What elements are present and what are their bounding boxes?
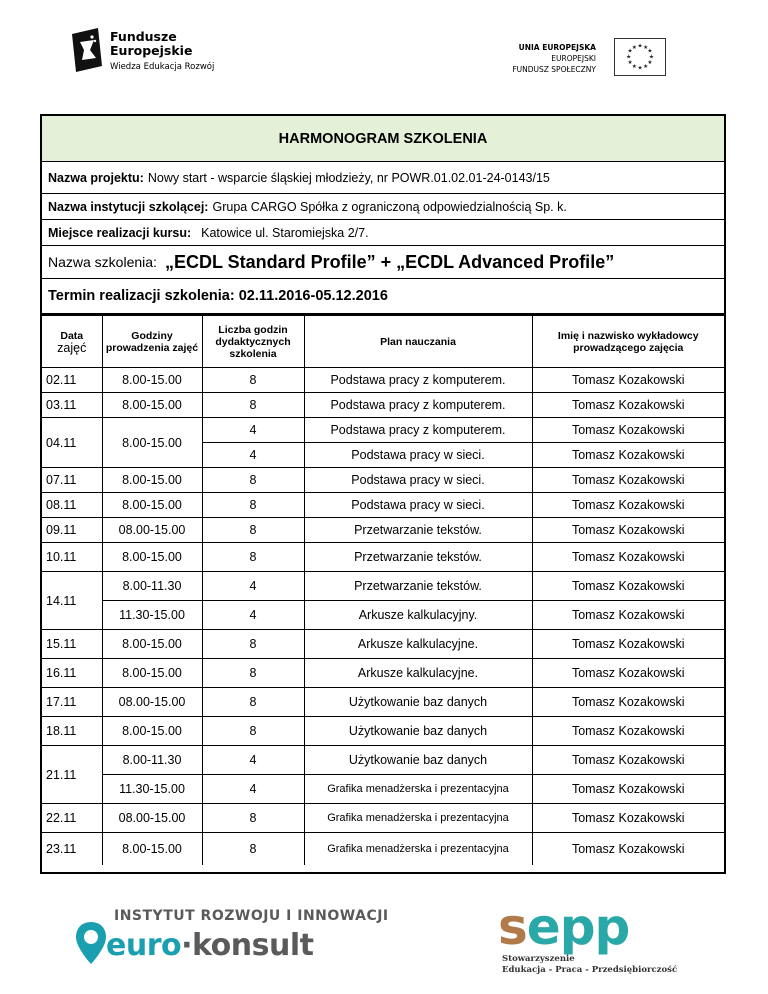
table-row — [42, 493, 724, 518]
cell-count: 4 — [202, 601, 304, 630]
schedule-document — [40, 114, 726, 874]
cell-teacher: Tomasz Kozakowski — [532, 393, 724, 418]
ue-line1: UNIA EUROPEJSKA — [518, 43, 596, 52]
cell-plan: Przetwarzanie tekstów. — [304, 518, 532, 543]
table-row — [42, 468, 724, 493]
cell-hours: 8.00-15.00 — [102, 659, 202, 688]
fe-flag-icon — [72, 28, 102, 72]
cell-teacher: Tomasz Kozakowski — [532, 688, 724, 717]
cell-teacher: Tomasz Kozakowski — [532, 572, 724, 601]
place-value: Katowice ul. Staromiejska 2/7. — [201, 225, 369, 240]
cell-plan: Przetwarzanie tekstów. — [304, 543, 532, 572]
cell-count: 8 — [202, 518, 304, 543]
fe-subtitle: Wiedza Edukacja Rozwój — [110, 62, 215, 72]
cell-date: 16.11 — [42, 659, 102, 688]
cell-count: 4 — [202, 775, 304, 804]
cell-plan: Arkusze kalkulacyjne. — [304, 630, 532, 659]
svg-text:★: ★ — [648, 54, 654, 61]
cell-count: 8 — [202, 630, 304, 659]
cell-plan: Grafika menadżerska i prezentacyjna — [304, 804, 532, 833]
table-row — [42, 775, 724, 804]
cell-date: 03.11 — [42, 393, 102, 418]
cell-date: 22.11 — [42, 804, 102, 833]
term-row: Termin realizacji szkolenia: 02.11.2016-05.12.2016 — [42, 279, 724, 315]
cell-date: 15.11 — [42, 630, 102, 659]
cell-count: 4 — [202, 746, 304, 775]
ek-word-konsult: konsult — [192, 928, 314, 963]
cell-teacher: Tomasz Kozakowski — [532, 443, 724, 468]
cell-plan: Użytkowanie baz danych — [304, 688, 532, 717]
cell-hours: 8.00-15.00 — [102, 833, 202, 865]
cell-plan: Podstawa pracy z komputerem. — [304, 393, 532, 418]
cell-count: 8 — [202, 659, 304, 688]
header-plan: Plan nauczania — [304, 316, 532, 368]
eu-flag-icon — [614, 38, 666, 76]
cell-teacher: Tomasz Kozakowski — [532, 833, 724, 865]
cell-date: 07.11 — [42, 468, 102, 493]
cell-count: 8 — [202, 688, 304, 717]
cell-hours: 08.00-15.00 — [102, 688, 202, 717]
svg-text:★: ★ — [647, 60, 653, 67]
cell-hours: 8.00-15.00 — [102, 393, 202, 418]
sepp-logo — [498, 898, 678, 980]
cell-count: 8 — [202, 468, 304, 493]
cell-hours: 8.00-11.30 — [102, 572, 202, 601]
table-row — [42, 368, 724, 393]
cell-plan: Użytkowanie baz danych — [304, 746, 532, 775]
cell-date: 18.11 — [42, 717, 102, 746]
header-date-line1: Data — [60, 329, 84, 342]
ue-line2: EUROPEJSKI — [551, 54, 596, 63]
table-row — [42, 518, 724, 543]
fe-name-line2: Europejskie — [110, 43, 193, 58]
cell-plan: Przetwarzanie tekstów. — [304, 572, 532, 601]
cell-hours: 8.00-15.00 — [102, 717, 202, 746]
institution-label: Nazwa instytucji szkolącej: — [48, 199, 209, 214]
institution-value: Grupa CARGO Spółka z ograniczoną odpowiedzialnością Sp. k. — [212, 199, 567, 214]
cell-count: 8 — [202, 493, 304, 518]
table-row — [42, 572, 724, 601]
cell-date: 23.11 — [42, 833, 102, 865]
place-row — [42, 220, 724, 246]
svg-text:★: ★ — [637, 43, 643, 50]
cell-plan: Podstawa pracy w sieci. — [304, 468, 532, 493]
cell-plan: Arkusze kalkulacyjny. — [304, 601, 532, 630]
cell-date: 08.11 — [42, 493, 102, 518]
table-row — [42, 833, 724, 865]
cell-hours: 8.00-15.00 — [102, 630, 202, 659]
cell-teacher: Tomasz Kozakowski — [532, 630, 724, 659]
cell-plan: Grafika menadżerska i prezentacyjna — [304, 833, 532, 865]
cell-hours: 8.00-11.30 — [102, 746, 202, 775]
fe-name-line1: Fundusze — [110, 29, 177, 44]
cell-hours: 08.00-15.00 — [102, 804, 202, 833]
table-row — [42, 746, 724, 775]
sepp-letter-e: e — [526, 898, 560, 956]
cell-plan: Użytkowanie baz danych — [304, 717, 532, 746]
table-header-row — [42, 316, 724, 368]
unia-europejska-logo — [506, 38, 666, 82]
cell-hours: 8.00-15.00 — [102, 368, 202, 393]
cell-teacher: Tomasz Kozakowski — [532, 418, 724, 443]
svg-text:★: ★ — [643, 63, 649, 70]
cell-teacher: Tomasz Kozakowski — [532, 804, 724, 833]
fundusze-europejskie-logo — [72, 28, 232, 78]
cell-teacher: Tomasz Kozakowski — [532, 493, 724, 518]
svg-text:★: ★ — [643, 44, 649, 51]
training-label: Nazwa szkolenia: — [48, 254, 157, 270]
svg-text:★: ★ — [627, 48, 633, 55]
ue-line3: FUNDUSZ SPOŁECZNY — [512, 65, 596, 74]
svg-text:★: ★ — [631, 63, 637, 70]
cell-date: 14.11 — [42, 572, 102, 630]
cell-count: 8 — [202, 804, 304, 833]
cell-teacher: Tomasz Kozakowski — [532, 468, 724, 493]
svg-text:★: ★ — [626, 54, 632, 61]
cell-date: 21.11 — [42, 746, 102, 804]
cell-count: 8 — [202, 543, 304, 572]
cell-count: 4 — [202, 572, 304, 601]
cell-count: 8 — [202, 833, 304, 865]
table-row — [42, 688, 724, 717]
cell-count: 4 — [202, 443, 304, 468]
cell-count: 4 — [202, 418, 304, 443]
ek-word-euro: euro — [106, 928, 182, 963]
cell-hours: 8.00-15.00 — [102, 543, 202, 572]
header-date — [42, 316, 102, 368]
table-row — [42, 630, 724, 659]
cell-count: 8 — [202, 368, 304, 393]
cell-date: 02.11 — [42, 368, 102, 393]
sepp-line2: Edukacja - Praca - Przedsiębiorczość — [502, 965, 678, 975]
cell-date: 10.11 — [42, 543, 102, 572]
table-row — [42, 393, 724, 418]
cell-hours: 8.00-15.00 — [102, 468, 202, 493]
ek-tagline: INSTYTUT ROZWOJU I INNOWACJI — [114, 908, 389, 924]
sepp-letter-s: s — [498, 898, 527, 956]
cell-teacher: Tomasz Kozakowski — [532, 518, 724, 543]
cell-hours: 08.00-15.00 — [102, 518, 202, 543]
cell-teacher: Tomasz Kozakowski — [532, 717, 724, 746]
svg-text:★: ★ — [637, 65, 643, 72]
cell-hours: 8.00-15.00 — [102, 418, 202, 468]
sepp-letters-pp: pp — [559, 898, 630, 956]
institution-row — [42, 194, 724, 220]
training-row — [42, 246, 724, 279]
cell-teacher: Tomasz Kozakowski — [532, 775, 724, 804]
cell-date: 09.11 — [42, 518, 102, 543]
cell-teacher: Tomasz Kozakowski — [532, 659, 724, 688]
svg-text:★: ★ — [631, 44, 637, 51]
euro-konsult-logo — [74, 906, 389, 966]
ek-dot: · — [181, 928, 193, 963]
cell-teacher: Tomasz Kozakowski — [532, 543, 724, 572]
cell-plan: Podstawa pracy w sieci. — [304, 443, 532, 468]
cell-teacher: Tomasz Kozakowski — [532, 601, 724, 630]
header-count: Liczba godzin dydaktycznych szkolenia — [202, 316, 304, 368]
header-date-line2: zajęć — [57, 340, 87, 355]
table-row — [42, 717, 724, 746]
table-row — [42, 601, 724, 630]
cell-plan: Podstawa pracy z komputerem. — [304, 418, 532, 443]
project-row — [42, 162, 724, 194]
schedule-table — [42, 315, 724, 865]
header-hours: Godziny prowadzenia zajęć — [102, 316, 202, 368]
cell-hours: 11.30-15.00 — [102, 601, 202, 630]
cell-plan: Podstawa pracy z komputerem. — [304, 368, 532, 393]
place-label: Miejsce realizacji kursu: — [48, 225, 192, 240]
project-value: Nowy start - wsparcie śląskiej młodzieży, nr POWR.01.02.01-24-0143/15 — [147, 170, 550, 185]
project-label: Nazwa projektu: — [48, 170, 144, 185]
header-teacher: Imię i nazwisko wykładowcy prowadzącego zajęcia — [532, 316, 724, 368]
table-row — [42, 418, 724, 443]
cell-hours: 8.00-15.00 — [102, 493, 202, 518]
document-title: HARMONOGRAM SZKOLENIA — [42, 116, 724, 162]
table-row — [42, 543, 724, 572]
cell-teacher: Tomasz Kozakowski — [532, 746, 724, 775]
cell-count: 8 — [202, 393, 304, 418]
cell-date: 04.11 — [42, 418, 102, 468]
training-value: „ECDL Standard Profile” + „ECDL Advanced Profile” — [164, 251, 615, 272]
table-row — [42, 659, 724, 688]
cell-count: 8 — [202, 717, 304, 746]
cell-hours: 11.30-15.00 — [102, 775, 202, 804]
svg-text:★: ★ — [627, 60, 633, 67]
map-pin-icon — [74, 920, 108, 966]
cell-plan: Podstawa pracy w sieci. — [304, 493, 532, 518]
cell-date: 17.11 — [42, 688, 102, 717]
svg-text:★: ★ — [647, 48, 653, 55]
sepp-line1: Stowarzyszenie — [502, 954, 575, 964]
cell-teacher: Tomasz Kozakowski — [532, 368, 724, 393]
table-row — [42, 804, 724, 833]
cell-plan: Arkusze kalkulacyjne. — [304, 659, 532, 688]
cell-plan: Grafika menadżerska i prezentacyjna — [304, 775, 532, 804]
